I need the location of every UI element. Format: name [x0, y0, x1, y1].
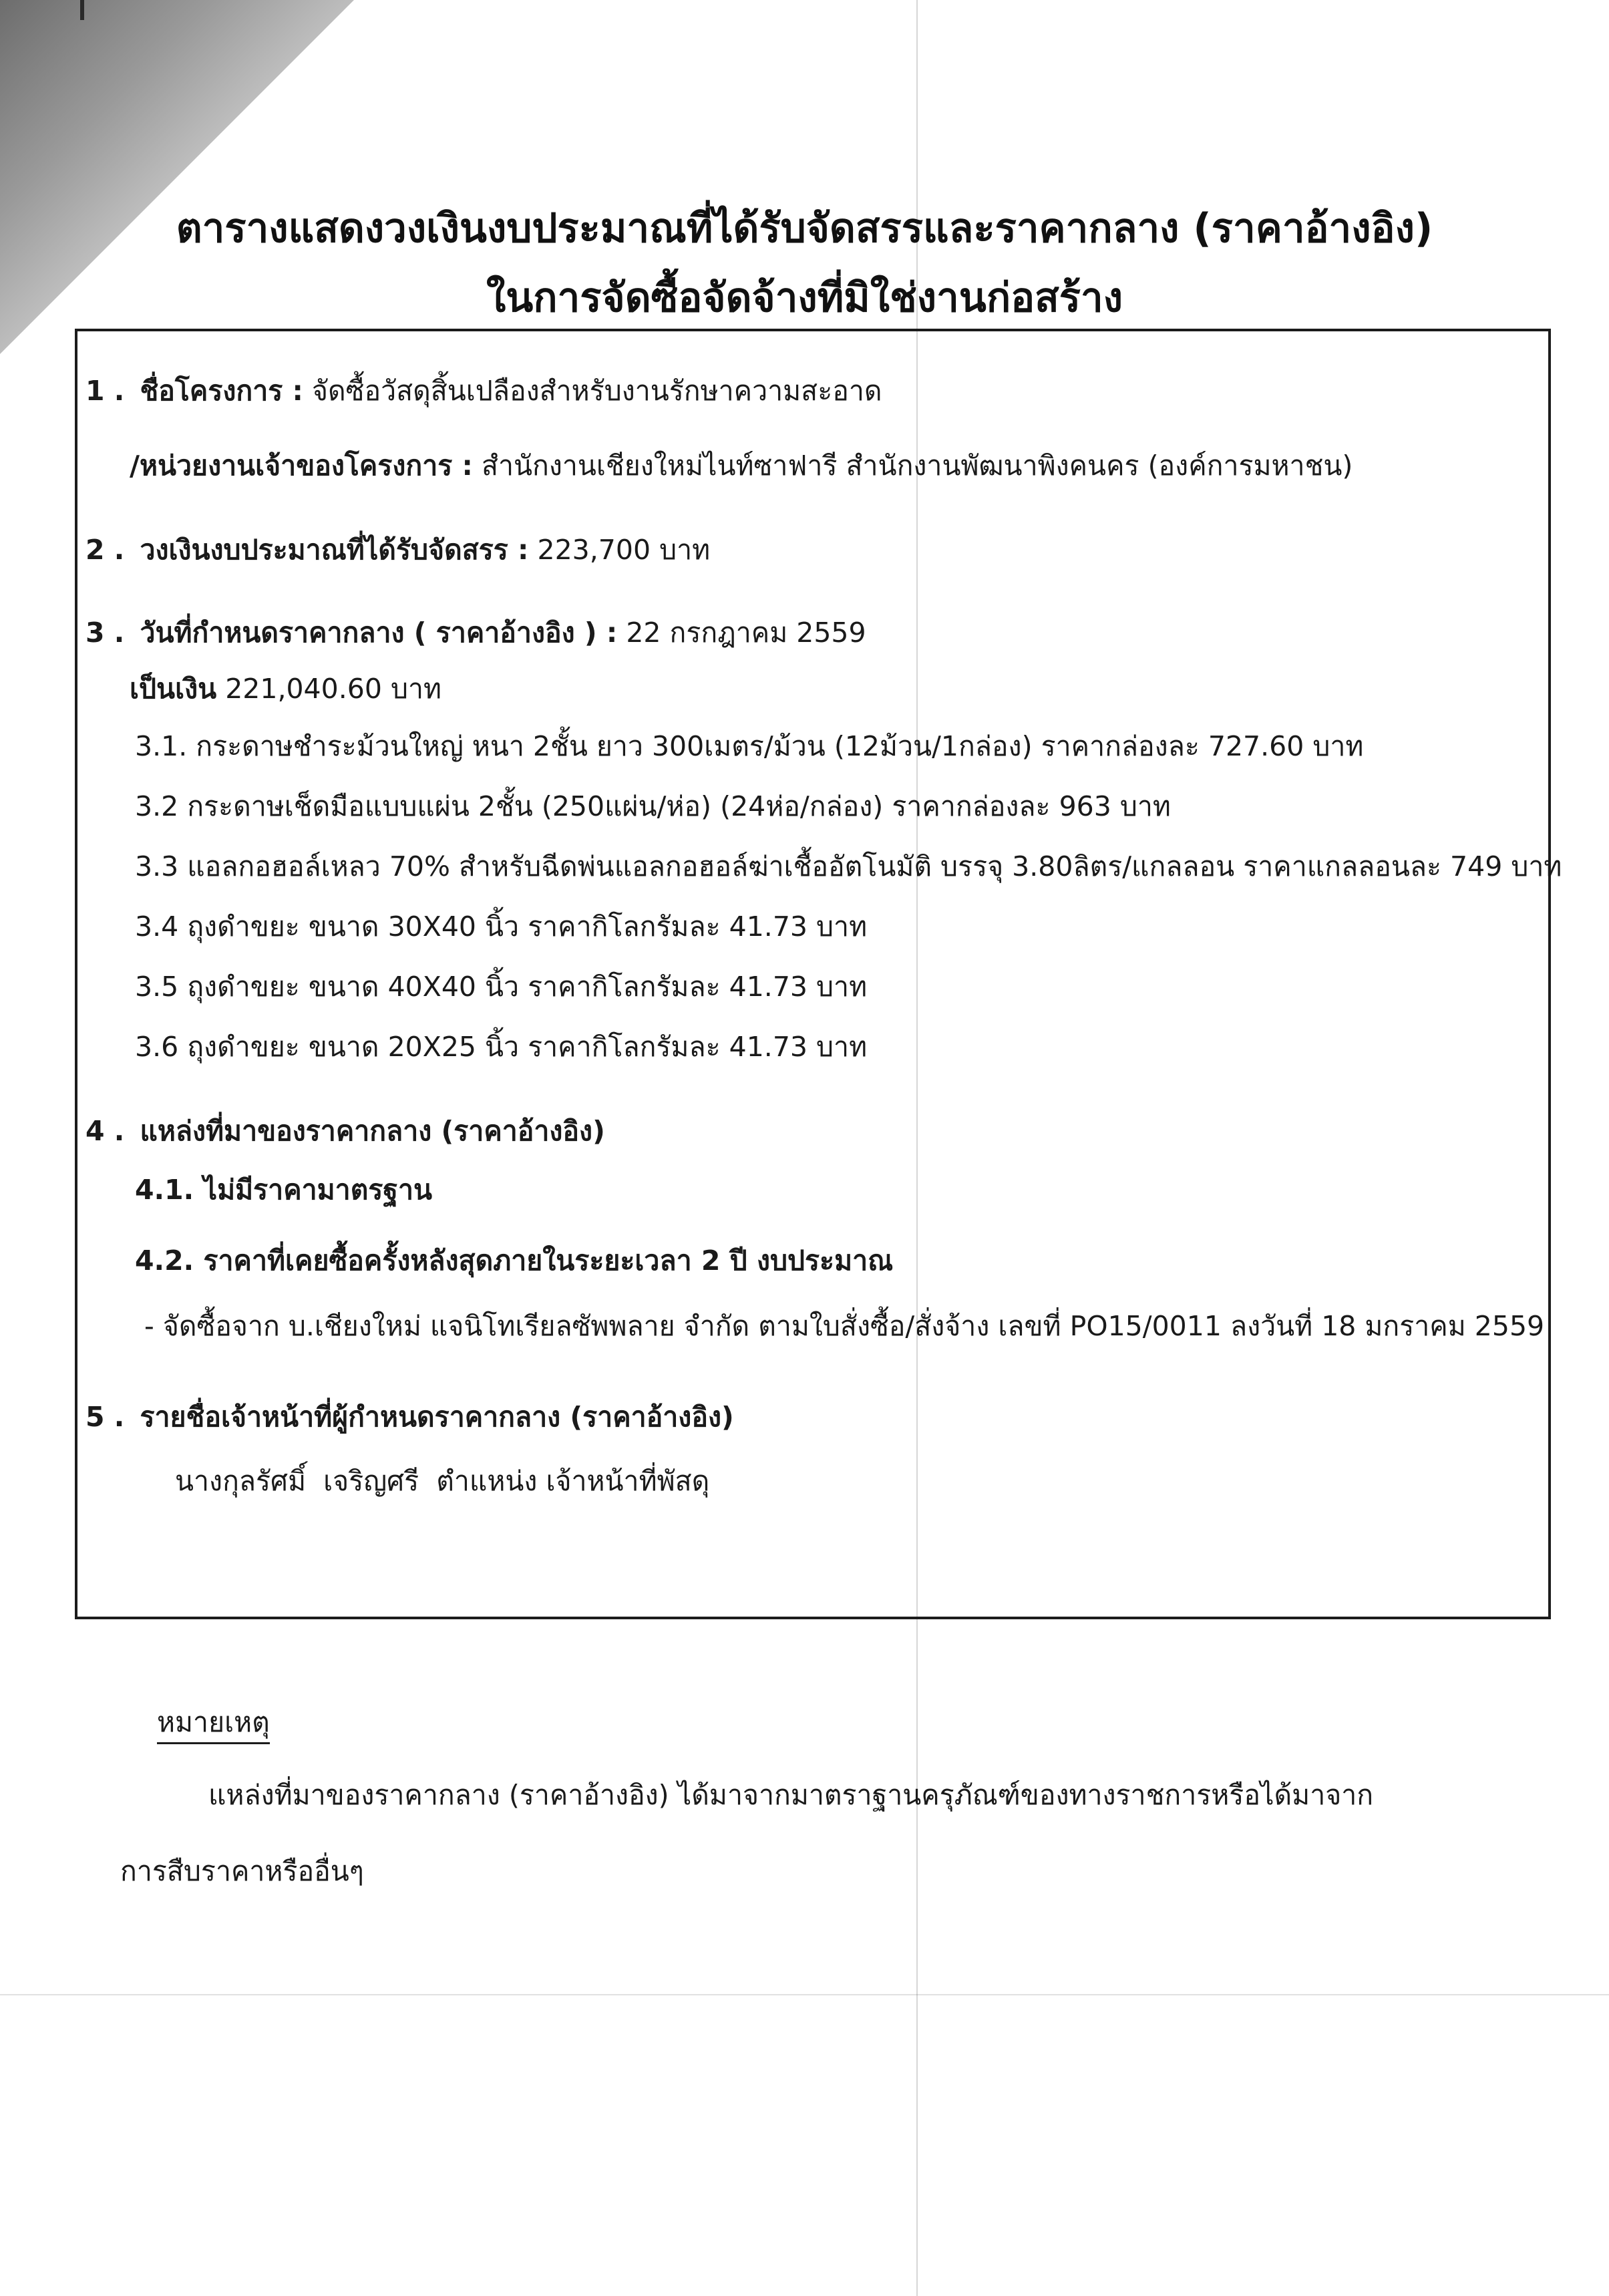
project-owner-row: [130, 449, 1353, 482]
project-owner-label: /หน่วยงานเจ้าของโครงการ :: [130, 450, 473, 482]
section-3-number: 3 .: [85, 617, 125, 649]
section-4-row: [85, 1114, 605, 1148]
note-line-2: การสืบราคาหรืออื่นๆ: [120, 1855, 364, 1887]
price-source-detail: - จัดซื้อจาก บ.เชียงใหม่ แจนิโทเรียลซัพพลาย จำกัด ตามใบสั่งซื้อ/สั่งจ้าง เลขที่ PO15/0011 ลงวันที่ 18 มกราคม 2559: [144, 1310, 1545, 1342]
section-2-row: [85, 533, 710, 566]
note-heading: หมายเหตุ: [157, 1705, 270, 1744]
price-item-3-4: 3.4 ถุงดำขยะ ขนาด 30X40 นิ้ว ราคากิโลกรัมละ 41.73 บาท: [135, 911, 868, 943]
total-amount-value: 221,040.60 บาท: [225, 673, 442, 705]
officer-name-position: นางกุลรัศมิ์ เจริญศรี ตำแหน่ง เจ้าหน้าที่พัสดุ: [175, 1465, 710, 1497]
section-2-number: 2 .: [85, 534, 125, 566]
section-4-number: 4 .: [85, 1115, 125, 1147]
section-1-row: [85, 374, 882, 407]
total-amount-row: [130, 672, 441, 705]
title-line-1: ตารางแสดงวงเงินงบประมาณที่ได้รับจัดสรรและราคากลาง (ราคาอ้างอิง): [176, 205, 1433, 252]
price-item-3-6: 3.6 ถุงดำขยะ ขนาด 20X25 นิ้ว ราคากิโลกรัมละ 41.73 บาท: [135, 1031, 868, 1063]
budget-value: 223,700 บาท: [537, 534, 711, 566]
officer-label: รายชื่อเจ้าหน้าที่ผู้กำหนดราคากลาง (ราคาอ้างอิง): [140, 1401, 734, 1433]
total-amount-label: เป็นเงิน: [130, 673, 217, 705]
note-line-1: แหล่งที่มาของราคากลาง (ราคาอ้างอิง) ได้มาจากมาตราฐานครุภัณฑ์ของทางราชการหรือได้มาจาก: [208, 1779, 1374, 1811]
price-item-3-2: 3.2 กระดาษเช็ดมือแบบแผ่น 2ชั้น (250แผ่น/ห่อ) (24ห่อ/กล่อง) ราคากล่องละ 963 บาท: [135, 790, 1171, 822]
section-5-row: [85, 1400, 734, 1434]
reference-date-value: 22 กรกฎาคม 2559: [626, 617, 866, 649]
project-owner-value: สำนักงานเชียงใหม่ไนท์ซาฟารี สำนักงานพัฒนาพิงคนคร (องค์การมหาชน): [481, 450, 1353, 482]
price-source-4-1: 4.1. ไม่มีราคามาตรฐาน: [135, 1174, 433, 1206]
price-item-3-5: 3.5 ถุงดำขยะ ขนาด 40X40 นิ้ว ราคากิโลกรัมละ 41.73 บาท: [135, 971, 868, 1003]
price-source-label: แหล่งที่มาของราคากลาง (ราคาอ้างอิง): [140, 1115, 605, 1147]
price-source-4-2: 4.2. ราคาที่เคยซื้อครั้งหลังสุดภายในระยะเวลา 2 ปี งบประมาณ: [135, 1245, 894, 1277]
title-line-2: ในการจัดซื้อจัดจ้างที่มิใช่งานก่อสร้าง: [486, 275, 1123, 321]
section-1-number: 1 .: [85, 375, 125, 407]
budget-label: วงเงินงบประมาณที่ได้รับจัดสรร :: [140, 534, 529, 566]
project-name-label: ชื่อโครงการ :: [140, 375, 303, 407]
price-item-3-3: 3.3 แอลกอฮอล์เหลว 70% สำหรับฉีดพ่นแอลกอฮอล์ฆ่าเชื้ออัตโนมัติ บรรจุ 3.80ลิตร/แกลลอน ราคาแกลลอนละ 749 บาท: [135, 850, 1562, 882]
price-item-3-1: 3.1. กระดาษชำระม้วนใหญ่ หนา 2ชั้น ยาว 300เมตร/ม้วน (12ม้วน/1กล่อง) ราคากล่องละ 727.60 บาท: [135, 730, 1364, 762]
project-name-value: จัดซื้อวัสดุสิ้นเปลืองสำหรับงานรักษาความสะอาด: [311, 375, 882, 407]
document-title: [0, 194, 1609, 333]
section-5-number: 5 .: [85, 1401, 125, 1433]
section-3-row: [85, 616, 866, 649]
reference-date-label: วันที่กำหนดราคากลาง ( ราคาอ้างอิง ) :: [140, 617, 618, 649]
scan-fold-line-horizontal: [0, 1994, 1609, 1995]
